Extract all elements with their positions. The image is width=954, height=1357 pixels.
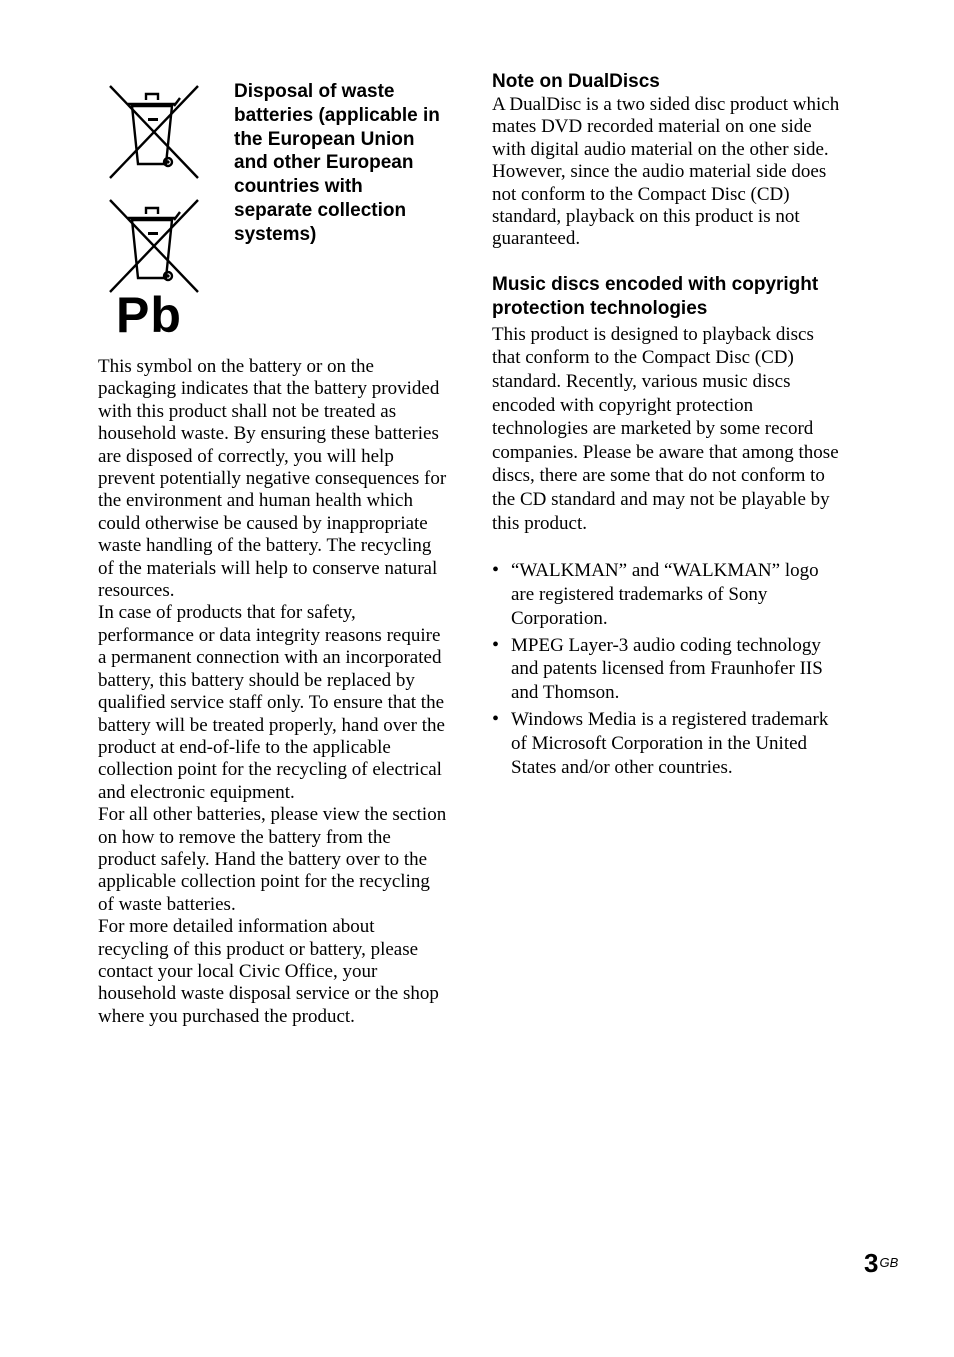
list-item — [492, 559, 844, 630]
copyright-text: This product is designed to playback discs that conform to the Compact Disc (CD) standard. Recently, various music discs encoded with copyright protection technologies are marketed by some record companies. Please be aware that among those discs, there are some that do not conform to the CD standard and may not be playable by this product. — [492, 323, 839, 534]
crossed-out-wheelie-bin-icon — [108, 198, 200, 294]
list-item-text: Windows Media is a registered trademark of Microsoft Corporation in the United States and/or other countries. — [511, 708, 829, 778]
pb-lead-symbol: Pb — [116, 287, 182, 343]
paragraph: For all other batteries, please view the section on how to remove the battery from the product safely. Hand the battery over to the applicable collection point for the recycling of waste batteries. — [98, 804, 447, 915]
disposal-heading: Disposal of waste batteries (applicable in the European Union and other European countries with separate collection systems) — [234, 81, 440, 245]
paragraph: In case of products that for safety, performance or data integrity reasons require a permanent connection with an incorporated battery, this battery should be replaced by qualified service staff only. To ensure that the battery will be treated properly, hand over the product at end-of-life to the applicable collection point for the recycling of electrical and electronic equipment. — [98, 602, 445, 803]
page-region-suffix: GB — [879, 1255, 899, 1270]
right-column — [492, 70, 844, 782]
list-item-text: MPEG Layer-3 audio coding technology and patents licensed from Fraunhofer IIS and Thomson. — [511, 634, 823, 704]
trademark-notes-list — [492, 559, 844, 779]
paragraph: This symbol on the battery or on the packaging indicates that the battery provided with this product shall not be treated as household waste. By ensuring these batteries are disposed of correctly, you will help prevent potentially negative consequences for the environment and human health which could otherwise be caused by inappropriate waste handling of the battery. The recycling of the materials will help to conserve natural resources. — [98, 356, 447, 602]
page-number: $3^{GB}$ — [864, 1248, 899, 1278]
dualdisc-heading: Note on DualDiscs — [492, 71, 660, 92]
bullet-icon: • — [492, 559, 500, 582]
list-item — [492, 708, 844, 779]
battery-symbols — [98, 80, 448, 350]
crossed-out-wheelie-bin-icon — [108, 84, 200, 180]
bullet-icon: • — [492, 633, 500, 656]
list-item — [492, 634, 844, 705]
copyright-heading: Music discs encoded with copyright protection technologies — [492, 273, 819, 319]
list-item-text: “WALKMAN” and “WALKMAN” logo are registered trademarks of Sony Corporation. — [511, 560, 819, 629]
bullet-icon: • — [492, 707, 500, 730]
left-column — [98, 80, 448, 1028]
paragraph: For more detailed information about recycling of this product or battery, please contact your local Civic Office, your household waste disposal service or the shop where you purchased the product. — [98, 916, 439, 1027]
dualdisc-text: A DualDisc is a two sided disc product which mates DVD recorded material on one side with digital audio material on the other side. However, since the audio material side does not conform to the Compact Disc (CD) standard, playback on this product is not guaranteed. — [492, 94, 840, 250]
battery-disposal-text — [98, 356, 448, 1028]
